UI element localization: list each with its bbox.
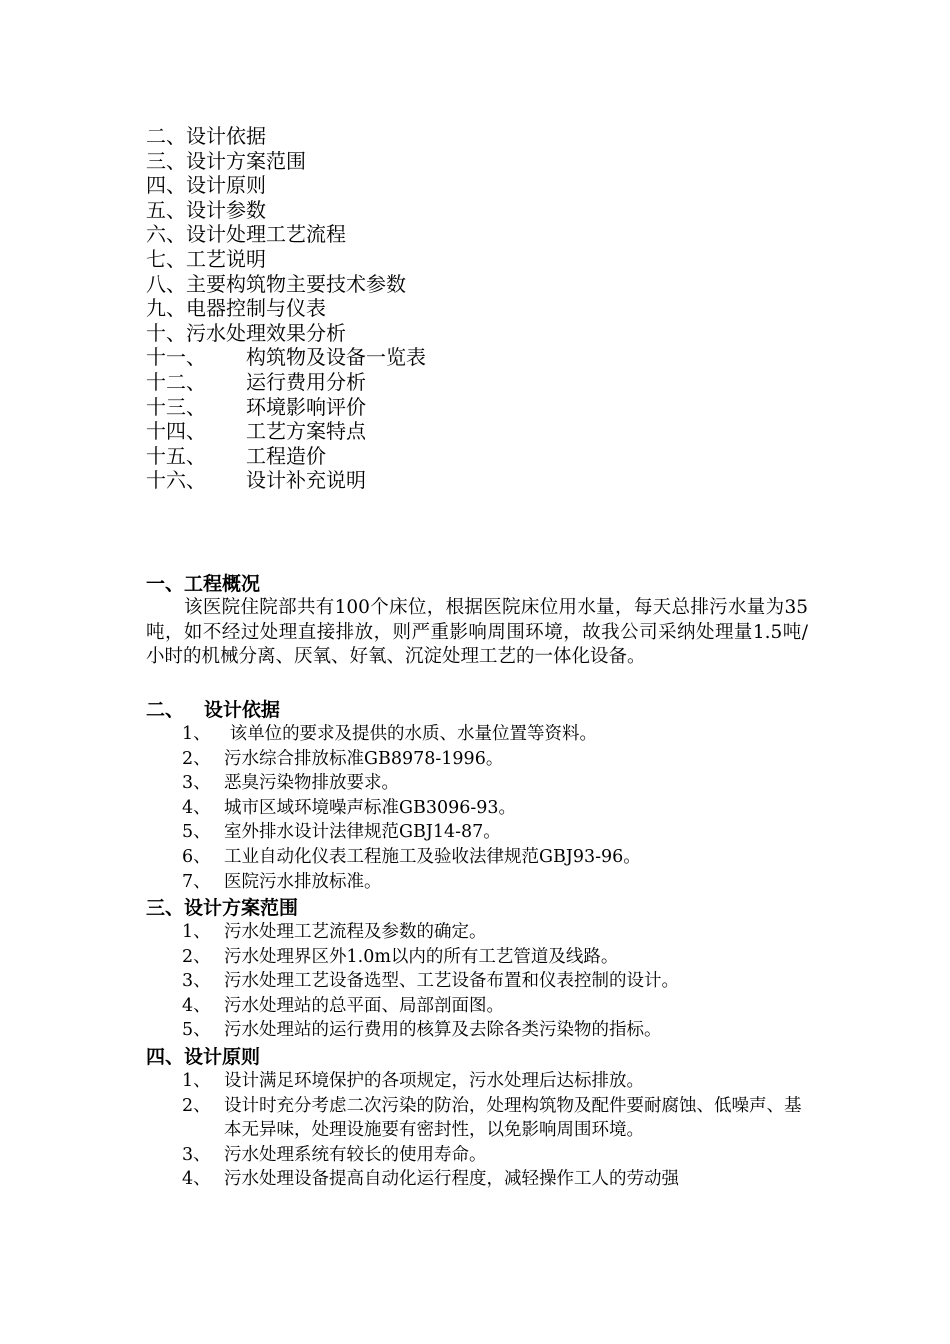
item-text: 城市区域环境噪声标准GB3096-93。 [224, 797, 517, 818]
toc-number: 四、 [146, 173, 186, 198]
toc-number: 五、 [146, 197, 186, 222]
toc-item [146, 272, 426, 297]
table-of-contents [146, 124, 426, 493]
toc-number: 二、 [146, 124, 186, 148]
section-design-basis [146, 698, 808, 894]
item-text: 污水处理站的总平面、局部剖面图。 [224, 995, 504, 1016]
toc-label: 设计补充说明 [246, 468, 366, 493]
toc-label: 主要构筑物主要技术参数 [186, 271, 406, 296]
section-design-principles [146, 1045, 808, 1192]
list-item [146, 796, 808, 821]
item-text: 室外排水设计法律规范GBJ14-87。 [224, 822, 501, 843]
item-text: 污水处理设备提高自动化运行程度，减轻操作工人的劳动强 [224, 1169, 679, 1190]
toc-item [146, 222, 426, 247]
list-item [146, 1143, 808, 1168]
toc-number: 十五、 [146, 443, 206, 468]
item-number: 1、 [182, 922, 211, 942]
toc-number: 六、 [146, 222, 186, 247]
item-number: 2、 [182, 1095, 211, 1116]
section-heading: 二、 设计依据 [146, 699, 280, 721]
item-text: 污水处理工艺流程及参数的确定。 [224, 922, 487, 942]
item-number: 3、 [182, 1144, 211, 1165]
item-number: 3、 [182, 773, 211, 794]
list-item [146, 747, 808, 772]
toc-item [146, 419, 426, 444]
item-text: 污水处理工艺设备选型、工艺设备布置和仪表控制的设计。 [224, 971, 679, 992]
item-text: 污水处理界区外1.0m以内的所有工艺管道及线路。 [224, 946, 619, 967]
toc-label: 电器控制与仪表 [186, 296, 326, 321]
toc-item [146, 149, 426, 174]
toc-number: 十一、 [146, 345, 206, 370]
toc-number: 三、 [146, 148, 186, 173]
toc-item [146, 124, 426, 149]
design-basis-list [146, 722, 808, 894]
item-number: 2、 [182, 946, 211, 967]
item-number: 4、 [182, 995, 211, 1016]
toc-label: 污水处理效果分析 [186, 320, 346, 345]
toc-item [146, 198, 426, 223]
item-number: 5、 [182, 822, 211, 843]
item-number: 1、 [182, 1071, 211, 1091]
toc-item [146, 296, 426, 321]
toc-number: 十六、 [146, 468, 206, 493]
toc-item [146, 321, 426, 346]
list-item [146, 1018, 808, 1043]
item-number: 1、 [182, 724, 211, 744]
toc-number: 十四、 [146, 419, 206, 444]
item-text: 污水处理系统有较长的使用寿命。 [224, 1144, 487, 1165]
item-text: 恶臭污染物排放要求。 [224, 773, 399, 794]
list-item [146, 920, 808, 945]
toc-label: 运行费用分析 [246, 369, 366, 394]
toc-item [146, 444, 426, 469]
list-item [146, 820, 808, 845]
design-scope-list [146, 920, 808, 1043]
item-text: 医院污水排放标准。 [224, 871, 382, 892]
toc-number: 八、 [146, 271, 186, 296]
toc-item [146, 173, 426, 198]
section-heading: 四、设计原则 [146, 1046, 261, 1068]
item-number: 3、 [182, 971, 211, 992]
item-number: 4、 [182, 1169, 211, 1190]
toc-label: 设计原则 [186, 173, 266, 198]
toc-item [146, 468, 426, 493]
toc-label: 工艺方案特点 [246, 419, 366, 444]
toc-label: 设计参数 [186, 197, 266, 222]
list-item [146, 969, 808, 994]
toc-label: 设计方案范围 [186, 148, 306, 173]
item-text: 设计时充分考虑二次污染的防治，处理构筑物及配件要耐腐蚀、低噪声、基本无异味，处理设施要有密封性，以免影响周围环境。 [224, 1095, 802, 1141]
item-number: 2、 [182, 748, 211, 769]
toc-number: 十二、 [146, 369, 206, 394]
list-item [146, 1094, 808, 1143]
list-item [146, 945, 808, 970]
list-item [146, 771, 808, 796]
item-number: 6、 [182, 846, 211, 867]
item-number: 5、 [182, 1020, 211, 1041]
toc-label: 设计处理工艺流程 [186, 222, 346, 247]
toc-label: 工艺说明 [186, 246, 266, 271]
list-item [146, 870, 808, 895]
toc-item [146, 370, 426, 395]
toc-label: 设计依据 [186, 124, 266, 148]
toc-item [146, 395, 426, 420]
list-item [146, 1069, 808, 1094]
toc-number: 十、 [146, 320, 186, 345]
toc-number: 七、 [146, 246, 186, 271]
design-principles-list [146, 1069, 808, 1192]
overview-paragraph: 该医院住院部共有100个床位，根据医院床位用水量，每天总排污水量为35吨，如不经过处理直接排放，则严重影响周围环境，故我公司采纳处理量1.5吨/小时的机械分离、厌氧、好氧、沉淀处理工艺的一体化设备。 [146, 597, 808, 668]
section-heading: 一、工程概况 [146, 573, 261, 595]
item-number: 7、 [182, 871, 211, 892]
toc-number: 九、 [146, 296, 186, 321]
item-text: 污水处理站的运行费用的核算及去除各类污染物的指标。 [224, 1020, 662, 1041]
item-text: 该单位的要求及提供的水质、水量位置等资料。 [224, 724, 598, 744]
list-item [146, 845, 808, 870]
toc-label: 环境影响评价 [246, 394, 366, 419]
section-design-scope [146, 896, 808, 1043]
item-text: 工业自动化仪表工程施工及验收法律规范GBJ93-96。 [224, 846, 641, 867]
list-item [146, 722, 808, 747]
section-heading: 三、设计方案范围 [146, 897, 299, 919]
item-number: 4、 [182, 797, 211, 818]
list-item [146, 994, 808, 1019]
item-text: 污水综合排放标准GB8978-1996。 [224, 748, 504, 769]
toc-label: 构筑物及设备一览表 [246, 345, 426, 370]
toc-label: 工程造价 [246, 443, 326, 468]
toc-number: 十三、 [146, 394, 206, 419]
toc-item [146, 247, 426, 272]
list-item [146, 1167, 808, 1192]
section-project-overview [146, 572, 808, 670]
item-text: 设计满足环境保护的各项规定，污水处理后达标排放。 [224, 1071, 644, 1091]
toc-item [146, 345, 426, 370]
